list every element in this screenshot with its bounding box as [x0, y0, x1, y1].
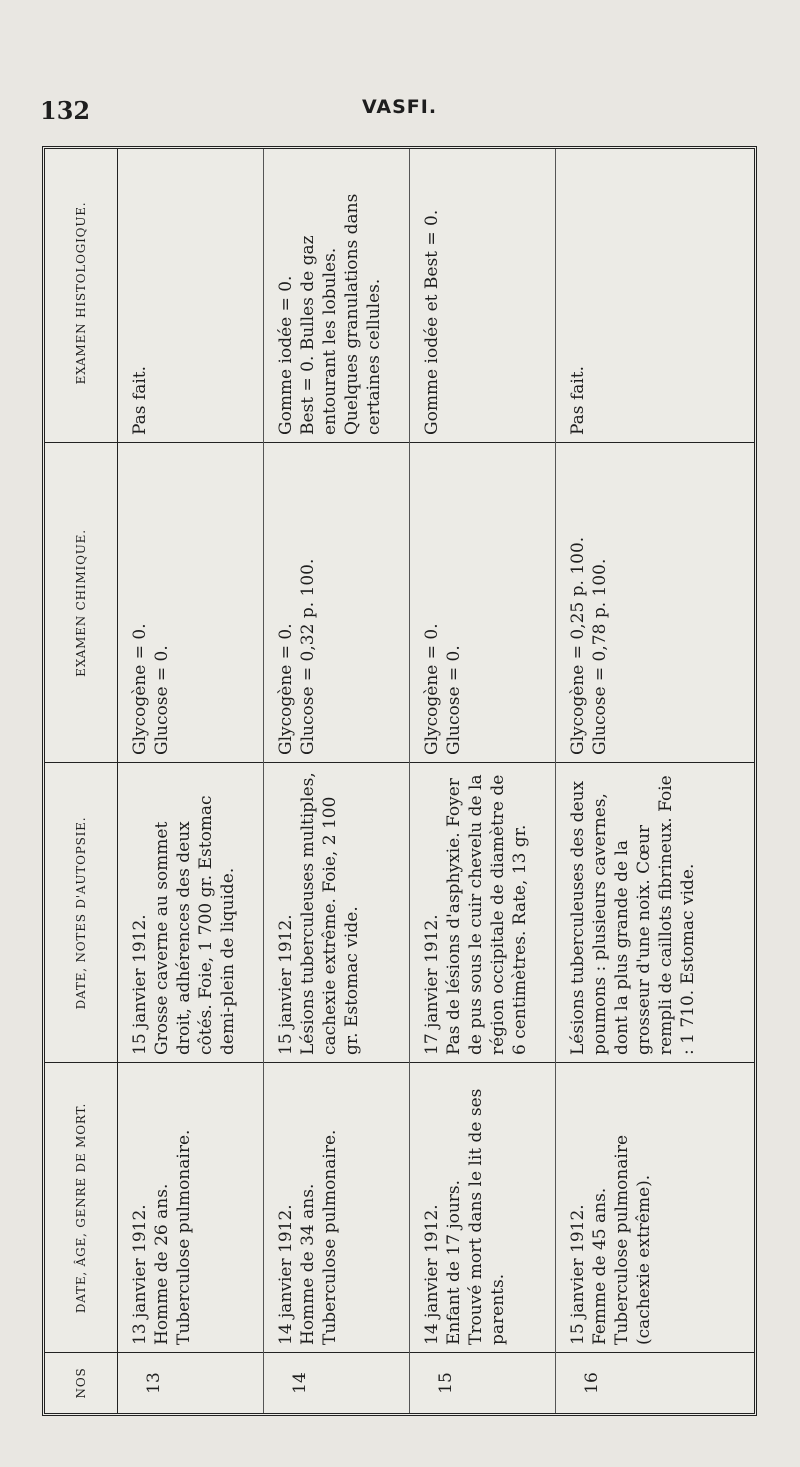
header-histology: EXAMEN HISTOLOGIQUE. — [74, 201, 88, 385]
autopsy-cell: 17 janvier 1912. Pas de lésions d'asphyxie. Foyer de pus sous le cuir chevelu de la région occipitale de diamètre de 6 centimètres. Rate, 13 gr. — [422, 774, 530, 1055]
histology-cell: Pas fait. — [130, 365, 150, 435]
histology-cell: Gomme iodée = 0. Best = 0. Bulles de gaz entourant les lobules. Quelques granulations dans certaines cellules. — [276, 193, 384, 435]
table-row — [117, 149, 263, 1413]
histology-cell: Pas fait. — [568, 365, 588, 435]
header-number: NOS — [74, 1367, 88, 1399]
case-number: 13 — [144, 1372, 164, 1394]
table-row — [555, 149, 754, 1413]
table-header — [45, 149, 118, 1413]
histology-cell: Gomme iodée et Best = 0. — [422, 209, 442, 435]
table-row — [263, 149, 409, 1413]
header-death: DATE, ÂGE, GENRE DE MORT. — [74, 1102, 88, 1314]
chemical-cell: Glycogène = 0. Glucose = 0,32 p. 100. — [276, 558, 318, 755]
death-cell: 14 janvier 1912. Homme de 34 ans. Tuberculose pulmonaire. — [276, 1129, 340, 1345]
death-cell: 13 janvier 1912. Homme de 26 ans. Tuberculose pulmonaire. — [130, 1129, 194, 1345]
running-head: VASFI. — [362, 96, 438, 118]
chemical-cell: Glycogène = 0. Glucose = 0. — [130, 623, 172, 755]
autopsy-cell: 15 janvier 1912. Lésions tuberculeuses multiples, cachexie extrême. Foie, 2 100 gr. Estomac vide. — [276, 772, 362, 1055]
case-number: 15 — [436, 1372, 456, 1394]
death-cell: 15 janvier 1912. Femme de 45 ans. Tuberculose pulmonaire (cachexie extrême). — [568, 1134, 654, 1345]
page-number: 132 — [40, 96, 91, 125]
death-cell: 14 janvier 1912. Enfant de 17 jours. Trouvé mort dans le lit de ses parents. — [422, 1088, 508, 1345]
header-autopsy: DATE, NOTES D'AUTOPSIE. — [74, 816, 88, 1010]
case-number: 14 — [290, 1372, 310, 1394]
case-number: 16 — [582, 1372, 602, 1394]
header-chemical: EXAMEN CHIMIQUE. — [74, 529, 88, 677]
autopsy-table — [42, 146, 757, 1416]
chemical-cell: Glycogène = 0. Glucose = 0. — [422, 623, 464, 755]
chemical-cell: Glycogène = 0,25 p. 100. Glucose = 0,78 p. 100. — [568, 536, 610, 755]
autopsy-cell: Lésions tuberculeuses des deux poumons : plusieurs cavernes, dont la plus grande de la grosseur d'une noix. Cœur rempli de caillots fibrineux. Foie : 1 710. Estomac vide. — [568, 775, 698, 1055]
table-row — [409, 149, 555, 1413]
autopsy-cell: 15 janvier 1912. Grosse caverne au sommet droit, adhérences des deux côtés. Foie, 1 700 gr. Estomac demi-plein de liquide. — [130, 795, 238, 1055]
